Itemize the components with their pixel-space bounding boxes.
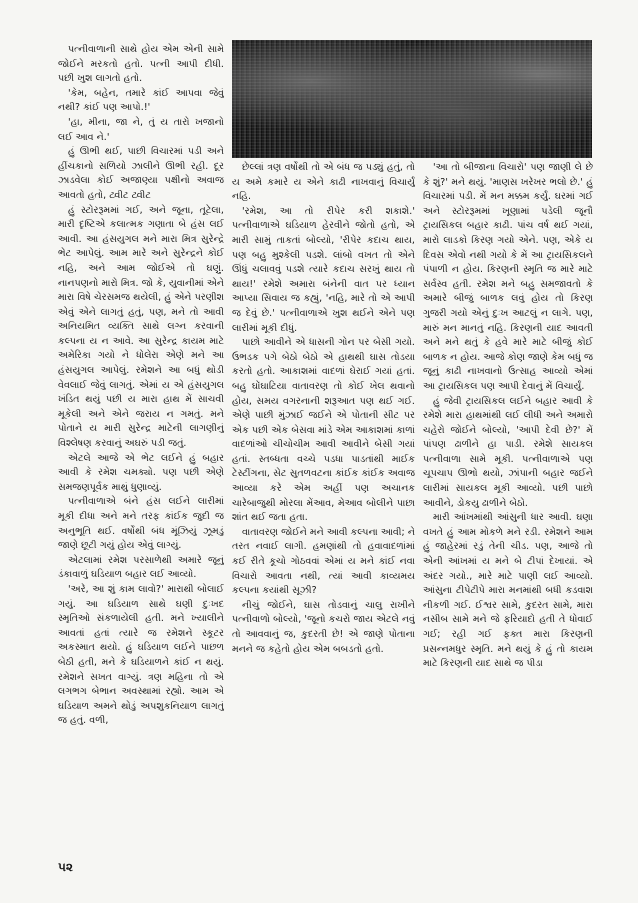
paragraph: મારી આંખમાંથી આંસુની ધાર આવી. ઘણા વખતે હું આમ મોકળે મને રડી. રમેશને આમ હું જાહેરમાં રડું તેની ચીડ. પણ, આજે તો એની આંખમાં ય મને બે ટીપાં દેખાયાં. એ અંદર ગયો., મારે માટે પાણી લઈ આવ્યો. આંસુના ટીપેટીપે મારા મનમાંથી બધી કડવાશ નીકળી ગઈ. ઈશ્વર સામે, કુદરત સામે, મારા નસીબ સામે મને જે ફરિયાદો હતી તે ધોવાઈ ગઈ; રહી ગઈ ફક્ત મારા કિરણની પ્રસન્નમધુર સ્મૃતિ. મને થયું કે હું તો કાયમ માટે કિરણની યાદ સાથે જ પીડા xyxy=(423,512,593,670)
paragraph: 'અરે, આ શું કામ લાવો?' મારાથી બોલાઈ ગયું. આ ઘડિયાળ સાથે ઘણી દુઃખદ સ્મૃતિઓ સંકળાયેલી હતી. મને ખ્યાલીને આવતાં હતાં ત્યારે જ રમેશને સ્કૂટર અકસ્માત થયો. હું ઘડિયાળ લઈને પાછળ બેઠી હતી, મને કે ઘડિયાળને કાંઈ ન થયું. રમેશને સખત વાગ્યું. ત્રણ મહિના તો એ લગભગ બેભાન અવસ્થામાં રહ્યો. આમ એ ઘડિયાળ અમને થોડું અપશુકનિયાળ લાગતું જ હતું. વળી, xyxy=(58,583,224,727)
paragraph: 'કેમ, બહેન, તમારે કાંઈ આપવા જેવું નથી? કાંઈ પણ આપો.!' xyxy=(58,87,224,114)
paragraph: પત્નીવાળાએ બંને હંસ લઈને લારીમાં મૂકી દીધા અને મને તરફ કાંઈક જુદી જ અનુભૂતિ થઈ. વર્ષોથી બંધ મૂંઝિયું ઝૂમડું જાણે છૂટી ગયું હોય એવું લાગ્યું. xyxy=(58,496,224,552)
paragraph: પત્નીવાળાની સાથે હોય એમ એની સામે જોઈને મરકતો હતો. પત્ની આપી દીધી. પછી ખુશ લાગતો હતો. xyxy=(58,44,224,85)
photo-texture xyxy=(232,40,592,158)
page-number: ૫૨ xyxy=(58,860,73,874)
paragraph: 'આ તો બીજાના વિચારો' પણ જાણી લે છે કે શું?' મને થયું. 'માણસ ખરેખર ભલો છે.' હું વિચારમાં પડી. મેં મન મક્કમ કર્યું. ઘરમાં ગઈ અને સ્ટોરરૂમમાં ખૂણામાં પડેલી જૂનૌ ટ્રાયસિકલ બહાર કાઢી. પાંચ વર્ષ થઈ ગયાં, મારો લાડકો કિરણ ગયો એને. પણ, એકે ય દિવસ એવો નથી ગયો કે મેં આ ટ્રાયસિકલને પંપાળી ન હોય. કિરણની સ્મૃતિ જ મારે માટે સર્વસ્વ હતી. રમેશ મને બહુ સમજાવતો કે અમારે બીજું બાળક લવું હોય તો કિરણ ગુજરી ગયો એનું દુઃખ આટલું ન લાગે. પણ, મારું મન માનતું નહિ. કિરણની યાદ આવતી અને મને થતું કે હવે મારે માટે બીજું કોઈ બાળક ન હોય. આજે કોણ જાણે કેમ બધું જ જૂનું કાઢી નાખવાનો ઉત્સાહ આવ્યો એમાં આ ટ્રાયસિકલ પણ આપી દેવાનું મેં વિચાર્યું. xyxy=(423,162,593,392)
text-column-right xyxy=(423,161,593,861)
paragraph: એટલે આજે એ ભેટ લઈને હું બહાર આવી કે રમેશ ચમક્યો. પણ પછી એણે સમજણપૂર્વક માથું ધુણાવ્યું. xyxy=(58,452,224,493)
paragraph: વાતાવરણ જોઈને મને આવી કલ્પના આવી; ને તરત નવાઈ લાગી. હમણાંથી તો હવાવાદળાંમાં કઈ રીતે કૂચો ગોઠવવાં એમાં ય મને કાંઈ નવા વિચારો આવતા નથી, ત્યાં આવી કાવ્યમય કલ્પના કયાંથી સૂઝી? xyxy=(232,526,415,597)
illustration-photo xyxy=(232,40,592,158)
paragraph: છેલ્લાં ત્રણ વર્ષોથી તો એ બંધ જ પડ્યું હતું, તો ય અમે કમારે ય એને કાઢી નાખવાનું વિચાર્યું નહિ. xyxy=(232,162,415,203)
text-column-middle xyxy=(232,161,415,861)
paragraph: હું સ્ટોરરૂમમાં ગઈ, અને જૂના, તૂટેલા, મારી દૃષ્ટિએ કલાત્મક ગણાતા બે હંસ લઈ આવી. આ હંસયુગલ મને મારા મિત્ર સુરેન્દ્રે ભેટ આપેલું. આમ મારે અને સુરેન્દ્રને કોઈ નહિ, અને આમ જોઈએ તો ઘણું. નાનપણનો મારો મિત્ર. જો કે, યુવાનીમાં એને મારા વિષે ચેરસમજ થયેલી, હું એને પરણીશ એવું એને લાગતું હતું, પણ, મને તો આવી અનિયમિત વ્યક્તિ સાથે લગ્ન કરવાની કલ્પના ય ન આવે. આ સુરેન્દ્ર કાયમ માટે અમેરિકા ગયો ને ધોલેરા એણે મને આ હંસયુગલ આપેલું. રમેશને આ બધું થોડી વેવલાઈ જેવું લાગતું. એમાં ય એ હંસયુગલ ખંડિત થયું પછી ય મારા હાથ મેં સાચવી મૂકેલી અને એને જરાય ન ગમતું. મને પોતાને ય મારી સુરેન્દ્ર માટેની લાગણીનું વિશ્લેષણ કરવાનું અઘરું પડી જતું. xyxy=(58,204,224,450)
paragraph: 'રમેશ, આ તો રીપેર કરી શકાશે.' પત્નીવાળાએ ઘડિયાળ હેરવીને જોતો હતો, એ મારી સામું તાકતાં બોલ્યો, 'રીપેર કદાચ થાય, પણ બહુ મુશ્કેલી પડશે. લાંબો વખત તો એને ઊંધું ચલાવવું પડશે ત્યારે કદાચ સરખું થાય તો થાય!' રમેશે અમારા બંનેની વાત પર ધ્યાન આપ્યા સિવાય જ કહ્યું, 'નહિ, મારે તો એ આપી જ દેવું છે.' પત્નીવાળાએ ખુશ થઈને એને પણ લારીમાં મૂકી દીધું. xyxy=(232,205,415,334)
paragraph: હું ઊભી થઈ, પાછી વિચારમાં પડી અને હીંચકાનો સળિયો ઝાલીને ઊભી રહી. દૂર ઝાડવેલા કોઈ અજાણ્યા પક્ષીનો અવાજ આવતો હતો, ટ્વીટ ટ્વીટ xyxy=(58,146,224,201)
paragraph: એટલામાં રમેશ પરસાળેથી અમારે જૂનું ડંકાવાળું ઘડિયાળ બહાર લઈ આવ્યો. xyxy=(58,554,224,581)
paragraph: 'હા, મીના, જા ને, તું ય તારો ખજાનો લઈ આવ ને.' xyxy=(58,116,224,143)
paragraph: હું જેવી ટ્રાયસિકલ લઈને બહાર આવી કે રમેશે મારા હાથમાંથી લઈ લીધી અને અમારો ચહેરો જોઈને બોલ્યો, 'આપી દેવી છે?' મેં પાંપણ ઢાળીને હા પાડી. રમેશે સાયકલ પત્નીવાળા સામે મૂકી. પત્નીવાળાએ પણ ચૂપચાપ ઊભો થયો, ઝાંપાની બહાર જઈને લારીમાં સાયકલ મૂકી આવ્યો. પછી પાછો આવીને, ડોકયુ ઢાળીને બેઠો. xyxy=(423,395,593,509)
paragraph: પાછો આવીને એ ધાસની ગોન પર બેસી ગયો. ઉભડક પગે બેઠો બેઠો એ હાથથી ઘાસ તોડયા કરતો હતો. આકાશમાં વાદળાં ઘેરાઈ ગયાં હતાં. બહુ ઘોંઘાટિયા વાતાવરણ તો કોઈ ખેલ થવાનો હોય, સમય વગરનાની શરૂઆત પણ થઈ ગઈ. એણે પાછી મુંઝાઈ જઈને એ પોતાની સીટ પર એક પછી એક બેસવા માંડે એમ આકાશમાં કાળાં વાદળાંઓ ચીચોચીમ આવી આવીને બેસી ગયાં હતાં. સ્તબ્ધતા વચ્ચે પડધા પાડતાંથી માઈક ટેસ્ટીંગના, સેટ સુતળવટના કાંઈક કાંઈક અવાજ આવ્યા કરે એમ અહીં પણ અચાનક ચારેબાજુથી મોરલા મેંઆવ, મેઆવ બોલીને પાછા શાંત થઈ જતા હતા. xyxy=(232,337,415,524)
text-column-left xyxy=(58,43,224,855)
paragraph: નીચું જોઈને, ઘાસ તોડવાનું ચાલુ રાખીને પત્નીવાળો બોલ્યો, 'જૂનો કચરો જાય એટલે નવું તો આવવાનું જ, કુદરતી છે! એ જાણે પોતાના મનને જ કહેતો હોય એમ બબડતો હતો. xyxy=(232,599,415,655)
